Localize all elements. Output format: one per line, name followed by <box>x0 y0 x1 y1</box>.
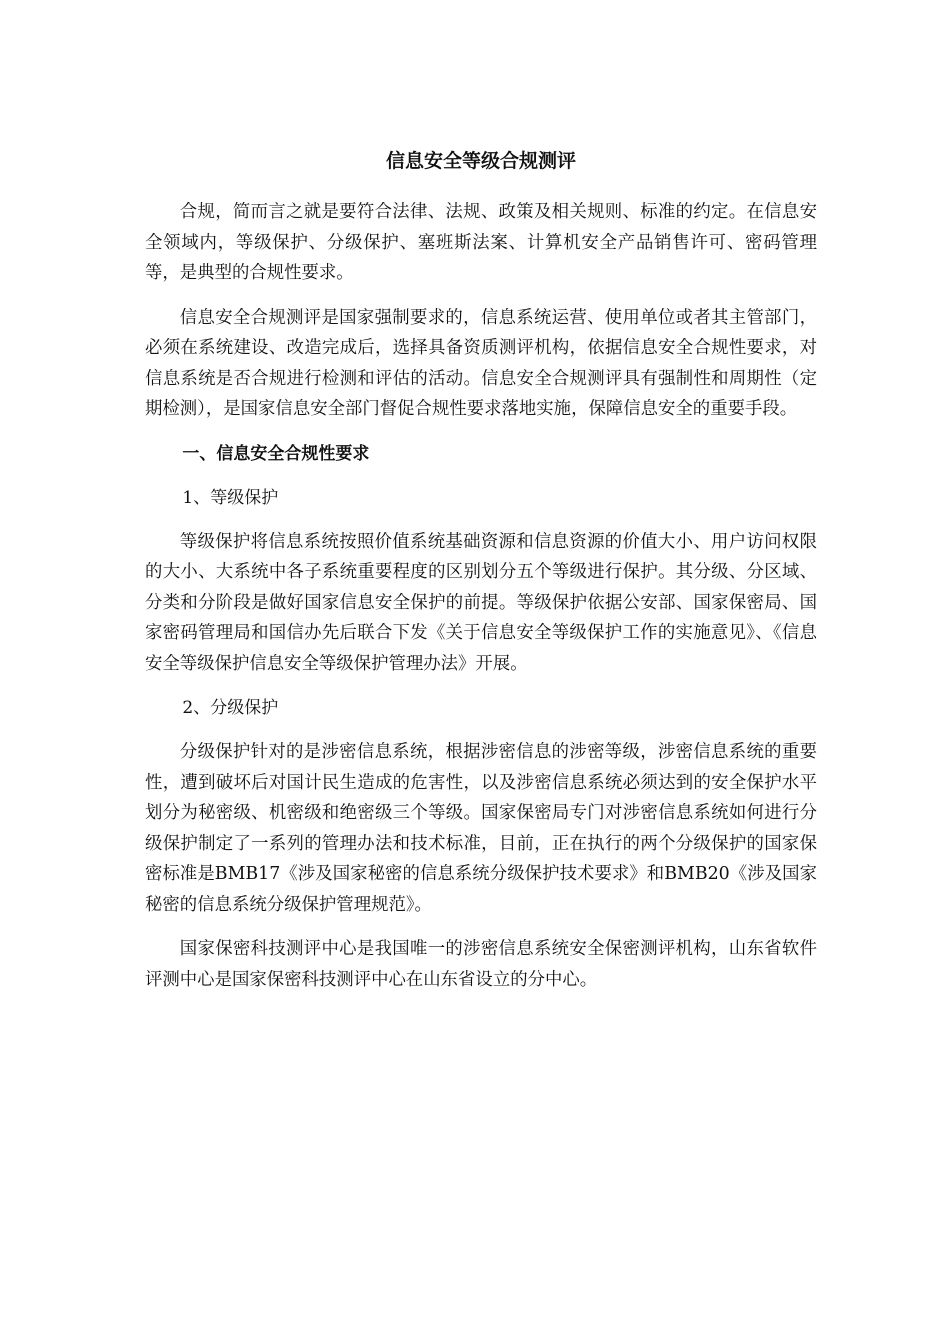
intro-paragraph: 合规，简而言之就是要符合法律、法规、政策及相关规则、标准的约定。在信息安全领域内，等级保护、分级保护、塞班斯法案、计算机安全产品销售许可、密码管理等，是典型的合规性要求。 <box>145 202 817 283</box>
subheading-classified-protection: 2、分级保护 <box>182 698 279 718</box>
subheading-level-protection: 1、等级保护 <box>182 487 279 508</box>
document-title: 信息安全等级合规测评 <box>385 150 576 172</box>
compliance-assessment-paragraph: 信息安全合规测评是国家强制要求的，信息系统运营、使用单位或者其主管部门，必须在系统建设、改造完成后，选择具备资质测评机构，依据信息安全合规性要求，对信息系统是否合规进行检测和评估的活动。信息安全合规测评具有强制性和周期性（定期检测），是国家信息安全部门督促合规性要求落地实施，保障信息安全的重要手段。 <box>145 307 817 419</box>
level-protection-paragraph: 等级保护将信息系统按照价值系统基础资源和信息资源的价值大小、用户访问权限的大小、大系统中各子系统重要程度的区别划分五个等级进行保护。其分级、分区域、分类和分阶段是做好国家信息安全保护的前提。等级保护依据公安部、国家保密局、国家密码管理局和国信办先后联合下发《关于信息安全等级保护工作的实施意见》、《信息安全等级保护信息安全等级保护管理办法》开展。 <box>145 531 817 674</box>
section-heading-compliance-requirements: 一、信息安全合规性要求 <box>182 443 370 464</box>
document-body <box>145 145 817 1009</box>
testing-center-paragraph: 国家保密科技测评中心是我国唯一的涉密信息系统安全保密测评机构，山东省软件评测中心是国家保密科技测评中心在山东省设立的分中心。 <box>145 939 817 990</box>
classified-protection-paragraph: 分级保护针对的是涉密信息系统，根据涉密信息的涉密等级，涉密信息系统的重要性，遭到破坏后对国计民生造成的危害性，以及涉密信息系统必须达到的安全保护水平划分为秘密级、机密级和绝密级三个等级。国家保密局专门对涉密信息系统如何进行分级保护制定了一系列的管理办法和技术标准，目前，正在执行的两个分级保护的国家保密标准是BMB17《涉及国家秘密的信息系统分级保护技术要求》和BMB20《涉及国家秘密的信息系统分级保护管理规范》。 <box>145 742 817 915</box>
